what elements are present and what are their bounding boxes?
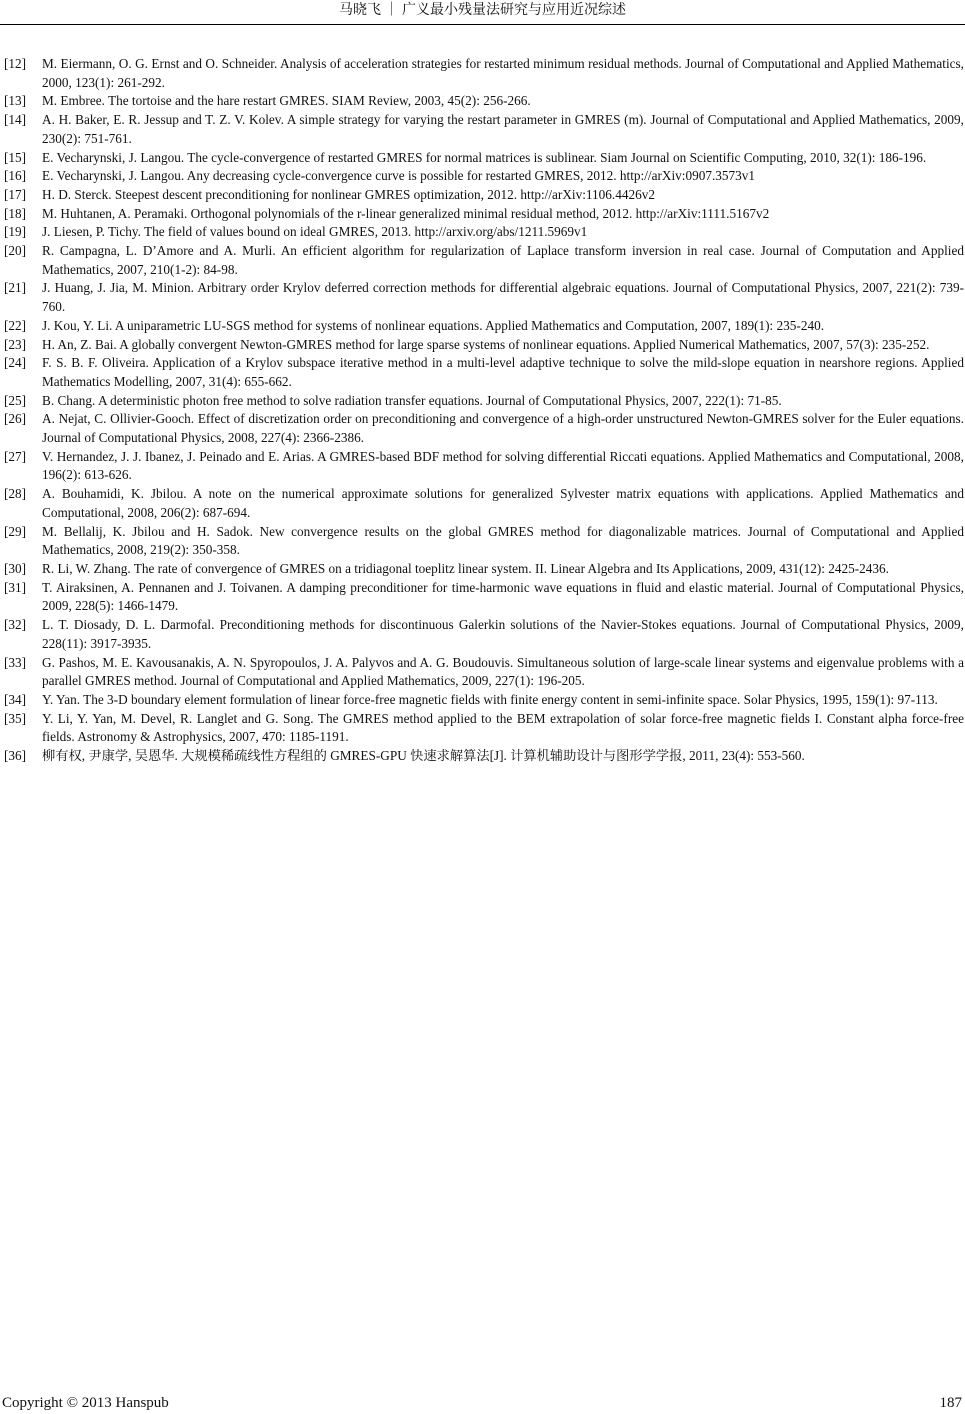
header-title: 马晓飞 ｜ 广义最小残量法研究与应用近况综述 bbox=[339, 3, 626, 18]
reference-number: [24] bbox=[4, 355, 27, 371]
reference-list bbox=[4, 55, 964, 766]
reference-number: [36] bbox=[4, 748, 27, 764]
reference-item bbox=[4, 654, 964, 691]
reference-number: [16] bbox=[4, 168, 27, 184]
reference-text: V. Hernandez, J. J. Ibanez, J. Peinado and E. Arias. A GMRES-based BDF method for solving differential Riccati equations. Applied Mathematics and Computational, 2008, 196(2): 613-626. bbox=[42, 448, 964, 483]
copyright-notice: Copyright © 2013 Hanspub bbox=[2, 1395, 169, 1411]
reference-text: E. Vecharynski, J. Langou. The cycle-convergence of restarted GMRES for normal matrices is sublinear. Siam Journal on Scientific Computing, 2010, 32(1): 186-196. bbox=[42, 149, 927, 165]
reference-number: [13] bbox=[4, 93, 27, 109]
reference-text: M. Embree. The tortoise and the hare restart GMRES. SIAM Review, 2003, 45(2): 256-266. bbox=[42, 93, 531, 109]
reference-number: [14] bbox=[4, 112, 27, 128]
reference-item bbox=[4, 223, 964, 242]
reference-text: T. Airaksinen, A. Pennanen and J. Toivanen. A damping preconditioner for time-harmonic wave equations in fluid and elastic material. Journal of Computational Physics, 2009, 228(5): 1466-1479. bbox=[42, 579, 964, 614]
reference-text: L. T. Diosady, D. L. Darmofal. Preconditioning methods for discontinuous Galerkin solutions of the Navier-Stokes equations. Journal of Computational Physics, 2009, 228(11): 3917-3935. bbox=[42, 617, 964, 651]
reference-text: J. Kou, Y. Li. A uniparametric LU-SGS method for systems of nonlinear equations. Applied Mathematics and Computation, 2007, 189(1): 235-240. bbox=[42, 317, 825, 333]
reference-text: E. Vecharynski, J. Langou. Any decreasing cycle-convergence curve is possible for restarted GMRES, 2012. http://arXiv:0907.3573v1 bbox=[42, 168, 756, 184]
reference-number: [26] bbox=[4, 411, 27, 427]
reference-item bbox=[4, 317, 964, 336]
reference-number: [31] bbox=[4, 579, 27, 595]
reference-item bbox=[4, 336, 964, 355]
reference-item bbox=[4, 392, 964, 411]
reference-number: [20] bbox=[4, 243, 27, 259]
reference-number: [28] bbox=[4, 486, 27, 502]
reference-item bbox=[4, 205, 964, 224]
reference-number: [35] bbox=[4, 710, 27, 726]
header-divider bbox=[0, 24, 965, 25]
page-footer bbox=[2, 1393, 962, 1413]
reference-item bbox=[4, 92, 964, 111]
reference-item bbox=[4, 111, 964, 148]
reference-item bbox=[4, 149, 964, 168]
reference-text: H. D. Sterck. Steepest descent preconditioning for nonlinear GMRES optimization, 2012. http://arXiv:1106.4426v2 bbox=[42, 186, 655, 202]
reference-number: [34] bbox=[4, 691, 27, 707]
reference-item bbox=[4, 186, 964, 205]
reference-number: [22] bbox=[4, 317, 27, 333]
reference-item bbox=[4, 410, 964, 447]
reference-item bbox=[4, 523, 964, 560]
reference-text: Y. Yan. The 3-D boundary element formulation of linear force-free magnetic fields with finite energy content in semi-infinite space. Solar Physics, 1995, 159(1): 97-113. bbox=[42, 691, 938, 707]
reference-text: A. Nejat, C. Ollivier-Gooch. Effect of discretization order on preconditioning and convergence of a high-order unstructured Newton-GMRES solver for the Euler equations. Journal of Computational Physics, 2008, 227(4): 2366-2386. bbox=[42, 411, 964, 446]
reference-text: M. Huhtanen, A. Peramaki. Orthogonal polynomials of the r-linear generalized minimal residual method, 2012. http://arXiv:1111.5167v2 bbox=[42, 205, 770, 221]
reference-number: [23] bbox=[4, 336, 27, 352]
reference-item bbox=[4, 55, 964, 92]
reference-number: [32] bbox=[4, 617, 27, 633]
reference-number: [30] bbox=[4, 560, 27, 576]
reference-number: [19] bbox=[4, 224, 27, 240]
page-number: 187 bbox=[939, 1395, 962, 1411]
reference-item bbox=[4, 242, 964, 279]
reference-text: M. Eiermann, O. G. Ernst and O. Schneider. Analysis of acceleration strategies for restarted minimum residual methods. Journal of Computational and Applied Mathematics, 2000, 123(1): 261-292. bbox=[42, 56, 964, 90]
reference-item bbox=[4, 616, 964, 653]
reference-item bbox=[4, 167, 964, 186]
reference-text: R. Li, W. Zhang. The rate of convergence of GMRES on a tridiagonal toeplitz linear system. II. Linear Algebra and Its Applications, 2009, 431(12): 2425-2436. bbox=[42, 560, 889, 576]
reference-item bbox=[4, 691, 964, 710]
reference-item bbox=[4, 560, 964, 579]
reference-text: B. Chang. A deterministic photon free method to solve radiation transfer equations. Journal of Computational Physics, 2007, 222(1): 71-85. bbox=[42, 392, 782, 408]
reference-item bbox=[4, 485, 964, 522]
reference-text: J. Huang, J. Jia, M. Minion. Arbitrary order Krylov deferred correction methods for differential algebraic equations. Journal of Computational Physics, 2007, 221(2): 739-760. bbox=[42, 280, 964, 315]
reference-number: [18] bbox=[4, 205, 27, 221]
reference-text: G. Pashos, M. E. Kavousanakis, A. N. Spyropoulos, J. A. Palyvos and A. G. Boudouvis. Simultaneous solution of large-scale linear systems and eigenvalue problems with a parallel GMRES method. Journal of Computational and Applied Mathematics, 2009, 227(1): 196-205. bbox=[42, 654, 964, 689]
reference-item bbox=[4, 354, 964, 391]
reference-item bbox=[4, 747, 964, 766]
reference-text: Y. Li, Y. Yan, M. Devel, R. Langlet and G. Song. The GMRES method applied to the BEM extrapolation of solar force-free magnetic fields I. Constant alpha force-free fields. Astronomy & Astrophysics, 2007, 470: 1185-1191. bbox=[42, 710, 964, 745]
running-header bbox=[0, 0, 965, 21]
reference-text: M. Bellalij, K. Jbilou and H. Sadok. New convergence results on the global GMRES method for diagonalizable matrices. Journal of Computational and Applied Mathematics, 2008, 219(2): 350-358. bbox=[42, 523, 964, 558]
reference-text: F. S. B. F. Oliveira. Application of a Krylov subspace iterative method in a multi-level adaptive technique to solve the mild-slope equation in nearshore regions. Applied Mathematics Modelling, 2007, 31(4): 655-662. bbox=[42, 355, 964, 389]
reference-number: [15] bbox=[4, 149, 27, 165]
reference-number: [25] bbox=[4, 392, 27, 408]
reference-text: A. Bouhamidi, K. Jbilou. A note on the numerical approximate solutions for generalized Sylvester matrix equations with applications. Applied Mathematics and Computational, 2008, 206(2): 687-694. bbox=[42, 486, 964, 520]
reference-item bbox=[4, 579, 964, 616]
reference-text: A. H. Baker, E. R. Jessup and T. Z. V. Kolev. A simple strategy for varying the restart parameter in GMRES (m). Journal of Computational and Applied Mathematics, 2009, 230(2): 751-761. bbox=[42, 112, 964, 146]
reference-text: J. Liesen, P. Tichy. The field of values bound on ideal GMRES, 2013. http://arxiv.org/abs/1211.5969v1 bbox=[42, 224, 588, 240]
reference-text: 柳有权, 尹康学, 吴恩华. 大规模稀疏线性方程组的 GMRES-GPU 快速求解算法[J]. 计算机辅助设计与图形学学报, 2011, 23(4): 553-560. bbox=[42, 748, 805, 764]
reference-text: H. An, Z. Bai. A globally convergent Newton-GMRES method for large sparse systems of nonlinear equations. Applied Numerical Mathematics, 2007, 57(3): 235-252. bbox=[42, 336, 930, 352]
reference-item bbox=[4, 710, 964, 747]
reference-number: [33] bbox=[4, 654, 27, 670]
reference-item bbox=[4, 448, 964, 485]
reference-number: [29] bbox=[4, 523, 27, 539]
reference-text: R. Campagna, L. D’Amore and A. Murli. An efficient algorithm for regularization of Laplace transform inversion in real case. Journal of Computation and Applied Mathematics, 2007, 210(1-2): 84-98. bbox=[42, 243, 964, 277]
reference-number: [12] bbox=[4, 56, 27, 71]
reference-number: [27] bbox=[4, 448, 27, 464]
reference-number: [17] bbox=[4, 186, 27, 202]
reference-item bbox=[4, 279, 964, 316]
reference-number: [21] bbox=[4, 280, 27, 296]
